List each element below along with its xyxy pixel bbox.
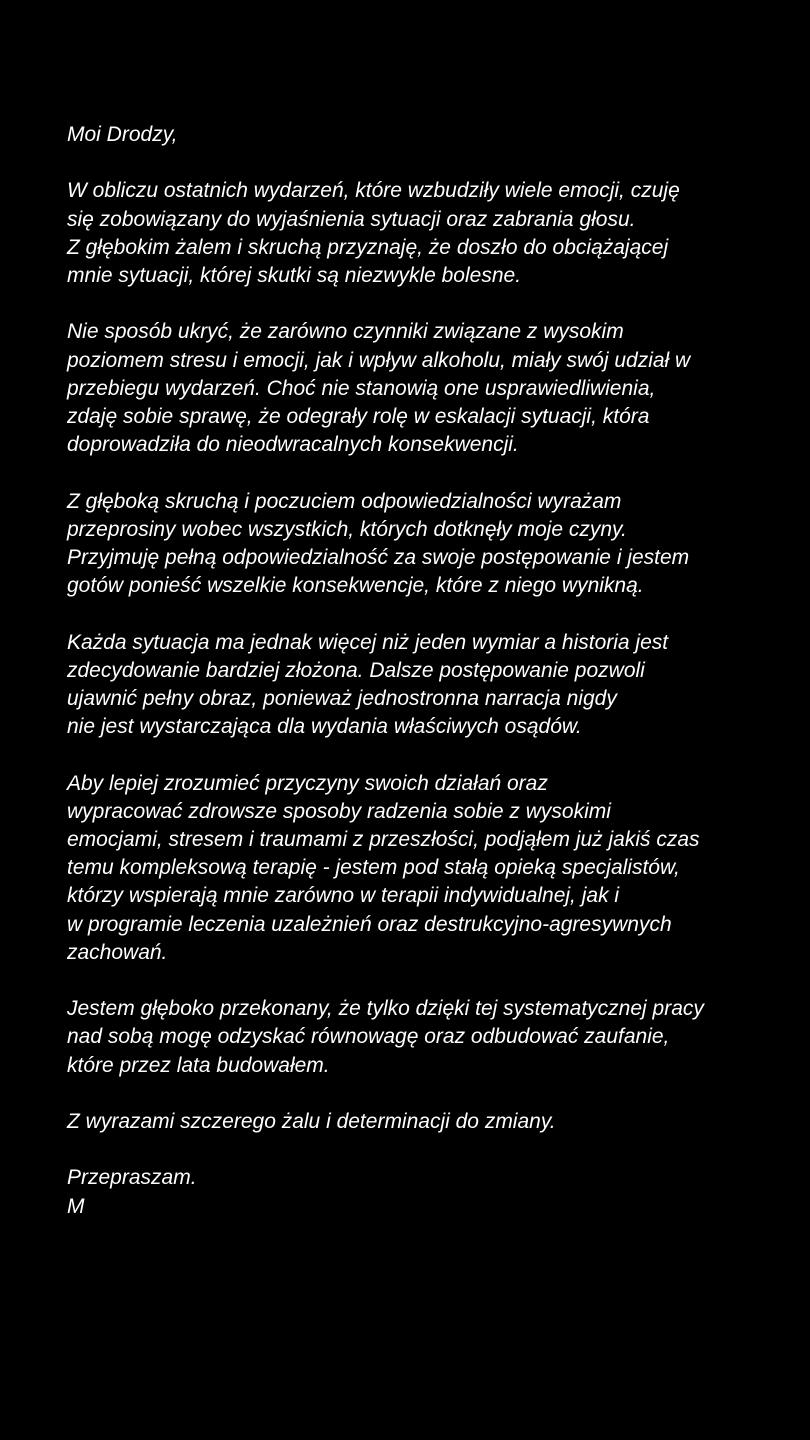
text-line: się zobowiązany do wyjaśnienia sytuacji oraz zabrania głosu. — [67, 207, 636, 231]
signature: M — [67, 1194, 85, 1218]
text-line: Przyjmuję pełną odpowiedzialność za swoje postępowanie i jestem — [67, 546, 690, 569]
paragraph-5 — [67, 770, 797, 967]
text-line: którzy wspierają mnie zarówno w terapii indywidualnej, jak i — [67, 884, 620, 908]
text-line: Każda sytuacja ma jednak więcej niż jeden wymiar a historia jest — [67, 630, 669, 654]
text-line: Jestem głęboko przekonany, że tylko dzięki tej systematycznej pracy — [67, 997, 704, 1021]
text-line: mnie sytuacji, której skutki są niezwykle bolesne. — [67, 264, 522, 287]
paragraph-gap — [67, 967, 797, 995]
paragraph-6 — [67, 995, 797, 1080]
text-line: zachowań. — [67, 940, 168, 964]
paragraph-gap — [67, 1080, 797, 1108]
paragraph-3 — [67, 488, 797, 601]
greeting: Moi Drodzy, — [67, 123, 178, 146]
paragraph-gap — [67, 1136, 797, 1164]
text-line: Z głęboką skruchą i poczuciem odpowiedzialności wyrażam — [67, 489, 622, 513]
text-line: przeprosiny wobec wszystkich, których dotknęły moje czyny. — [67, 517, 627, 541]
text-line: przebiegu wydarzeń. Choć nie stanowią one usprawiedliwienia, — [67, 376, 656, 400]
text-line: zdecydowanie bardziej złożona. Dalsze postępowanie pozwoli — [67, 658, 645, 682]
paragraph-gap — [67, 459, 797, 487]
text-line: Z wyrazami szczerego żalu i determinacji do zmiany. — [67, 1110, 556, 1133]
text-line: doprowadziła do nieodwracalnych konsekwencji. — [67, 433, 519, 457]
paragraph-gap — [67, 149, 797, 177]
text-line: nad sobą mogę odzyskać równowagę oraz odbudować zaufanie, — [67, 1025, 670, 1049]
text-line: w programie leczenia uzależnień oraz destrukcyjno-agresywnych — [67, 912, 672, 936]
text-line: Z głębokim żalem i skruchą przyznaję, że doszło do obciążającej — [67, 235, 669, 259]
text-line: W obliczu ostatnich wydarzeń, które wzbudziły wiele emocji, czuję — [67, 179, 680, 203]
text-line: wypracować zdrowsze sposoby radzenia sobie z wysokimi — [67, 799, 611, 823]
letter-body — [67, 121, 797, 1221]
paragraph-1 — [67, 177, 797, 290]
paragraph-gap — [67, 600, 797, 628]
text-line: które przez lata budowałem. — [67, 1053, 330, 1077]
paragraph-gap — [67, 741, 797, 769]
paragraph-gap — [67, 290, 797, 318]
text-line: gotów ponieść wszelkie konsekwencje, które z niego wynikną. — [67, 574, 644, 598]
text-line: Nie sposób ukryć, że zarówno czynniki związane z wysokim — [67, 320, 624, 344]
text-line: ujawnić pełny obraz, ponieważ jednostronna narracja nigdy — [67, 687, 617, 710]
paragraph-2 — [67, 318, 797, 459]
text-line: temu kompleksową terapię - jestem pod stałą opieką specjalistów, — [67, 856, 680, 880]
text-line: poziomem stresu i emocji, jak i wpływ alkoholu, miały swój udział w — [67, 348, 691, 372]
paragraph-4 — [67, 629, 797, 742]
paragraph-7 — [67, 1108, 797, 1136]
closing: Przepraszam. — [67, 1166, 197, 1190]
text-line: Aby lepiej zrozumieć przyczyny swoich działań oraz — [67, 771, 548, 795]
text-line: nie jest wystarczająca dla wydania właściwych osądów. — [67, 715, 582, 739]
text-line: zdaję sobie sprawę, że odegrały rolę w eskalacji sytuacji, która — [67, 405, 650, 428]
text-line: emocjami, stresem i traumami z przeszłości, podjąłem już jakiś czas — [67, 828, 700, 851]
